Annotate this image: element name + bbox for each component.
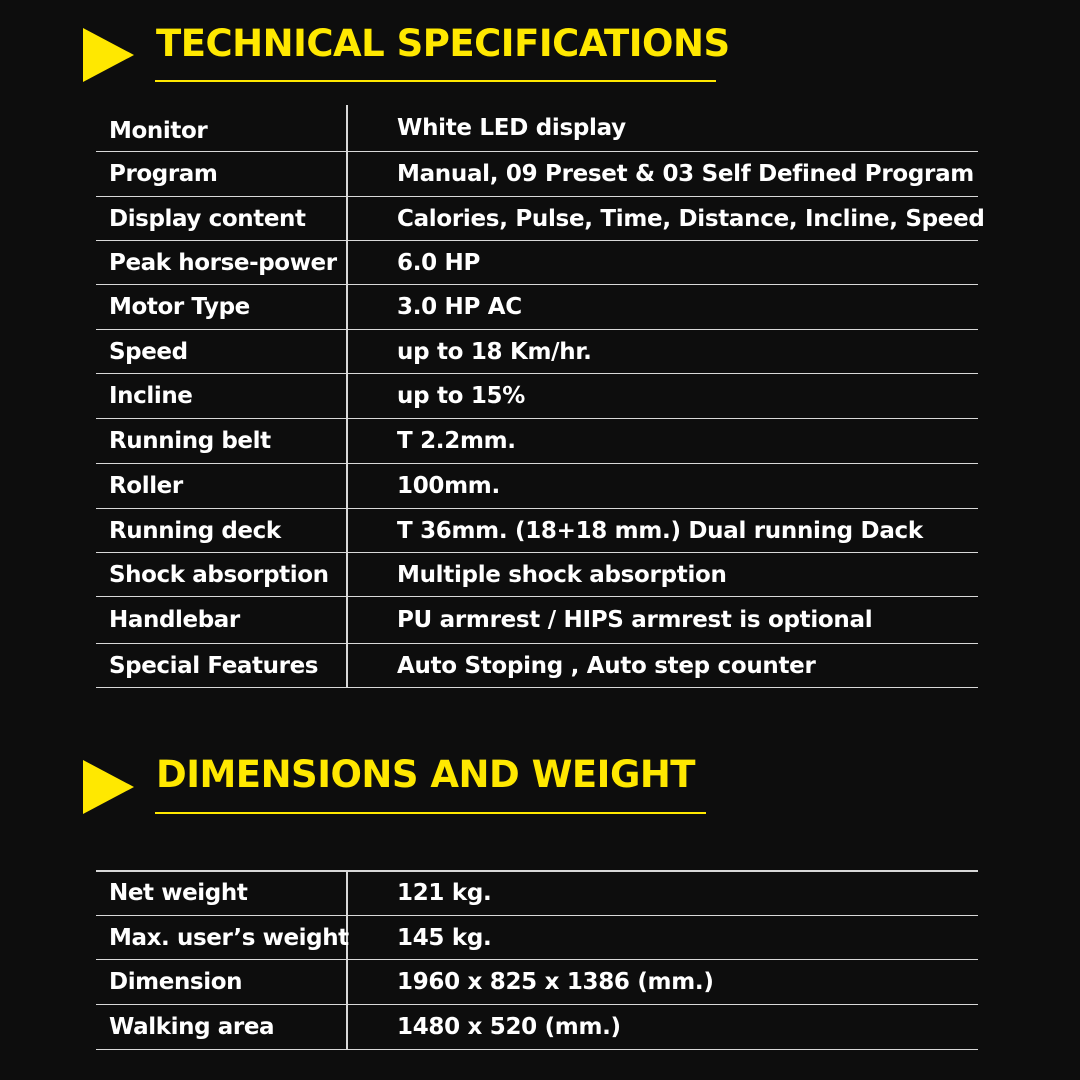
technical-specifications-table bbox=[96, 105, 985, 688]
spec-value: Manual, 09 Preset & 03 Self Defined Program bbox=[397, 161, 974, 187]
spec-label: Max. user’s weight bbox=[109, 924, 349, 951]
spec-value: 100mm. bbox=[397, 473, 500, 499]
spec-value: White LED display bbox=[397, 115, 626, 141]
table-row bbox=[96, 197, 985, 241]
spec-label: Monitor bbox=[109, 118, 208, 144]
spec-label: Net weight bbox=[109, 879, 248, 906]
spec-label: Motor Type bbox=[109, 294, 250, 320]
table-row bbox=[96, 1005, 978, 1050]
table-row bbox=[96, 644, 978, 688]
spec-value: Auto Stoping , Auto step counter bbox=[397, 652, 816, 679]
spec-value: T 36mm. (18+18 mm.) Dual running Dack bbox=[397, 517, 923, 544]
spec-label: Roller bbox=[109, 473, 183, 499]
play-triangle-icon bbox=[83, 760, 134, 814]
table-row bbox=[96, 374, 978, 419]
spec-label: Incline bbox=[109, 383, 193, 409]
table-row bbox=[96, 330, 978, 374]
spec-label: Program bbox=[109, 161, 218, 187]
spec-label: Special Features bbox=[109, 652, 319, 679]
table-row bbox=[96, 916, 978, 960]
table-row bbox=[96, 597, 978, 644]
table-row bbox=[96, 464, 978, 509]
dimensions-and-weight-table bbox=[96, 870, 978, 1050]
spec-value: 121 kg. bbox=[397, 879, 492, 906]
play-triangle-icon bbox=[83, 28, 134, 82]
spec-value: 1480 x 520 (mm.) bbox=[397, 1014, 621, 1040]
spec-label: Handlebar bbox=[109, 607, 240, 633]
spec-value: T 2.2mm. bbox=[397, 428, 516, 454]
spec-value: 145 kg. bbox=[397, 924, 492, 951]
spec-label: Speed bbox=[109, 338, 188, 365]
table-row bbox=[96, 419, 978, 464]
table-row bbox=[96, 241, 978, 285]
technical-specifications-title: TECHNICAL SPECIFICATIONS bbox=[156, 22, 730, 65]
spec-value: 3.0 HP AC bbox=[397, 294, 522, 320]
table-row bbox=[96, 870, 978, 916]
table-row bbox=[96, 152, 978, 197]
table-row bbox=[96, 553, 978, 597]
spec-label: Running deck bbox=[109, 517, 281, 544]
spec-value: up to 18 Km/hr. bbox=[397, 338, 592, 365]
spec-label: Dimension bbox=[109, 969, 243, 995]
spec-value: 6.0 HP bbox=[397, 249, 481, 276]
technical-title-underline bbox=[155, 80, 716, 82]
spec-value: up to 15% bbox=[397, 383, 526, 409]
table-row bbox=[96, 509, 978, 553]
spec-label: Walking area bbox=[109, 1014, 275, 1040]
table-row bbox=[96, 105, 978, 152]
spec-label: Running belt bbox=[109, 428, 271, 454]
spec-label: Display content bbox=[109, 205, 306, 232]
spec-value: Multiple shock absorption bbox=[397, 561, 727, 588]
dimensions-title-underline bbox=[155, 812, 706, 814]
table-row bbox=[96, 960, 978, 1005]
spec-value: PU armrest / HIPS armrest is optional bbox=[397, 607, 873, 633]
table-row bbox=[96, 285, 978, 330]
spec-value: Calories, Pulse, Time, Distance, Incline, Speed bbox=[397, 205, 985, 232]
dimensions-and-weight-title: DIMENSIONS AND WEIGHT bbox=[156, 753, 696, 796]
spec-label: Peak horse-power bbox=[109, 249, 337, 276]
spec-label: Shock absorption bbox=[109, 561, 329, 588]
spec-value: 1960 x 825 x 1386 (mm.) bbox=[397, 969, 714, 995]
